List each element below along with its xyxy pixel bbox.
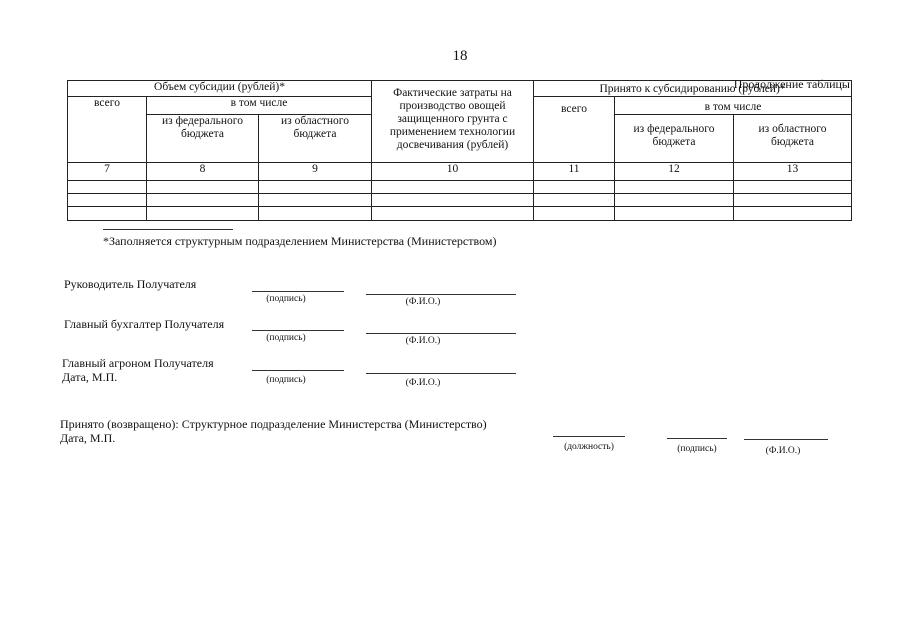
table-cell	[734, 181, 852, 194]
accepted-date-mp: Дата, М.П.	[60, 431, 116, 445]
accepted-sign-line	[667, 438, 727, 439]
accepted-text: Принято (возвращено): Структурное подразделение Министерства (Министерство)	[60, 417, 487, 431]
table-cell	[259, 207, 372, 221]
header-including-2: в том числе	[615, 97, 852, 115]
accountant-sign-line	[252, 330, 344, 331]
header-subsidy-volume: Объем субсидии (рублей)*	[68, 81, 372, 97]
header-total-1: всего	[68, 97, 147, 163]
header-total-2: всего	[534, 97, 615, 163]
agronomist-fio-caption: (Ф.И.О.)	[405, 378, 441, 388]
table-cell	[734, 194, 852, 207]
agronomist-date-mp: Дата, М.П.	[62, 370, 118, 384]
table-continuation-label: Продолжение таблицы	[733, 77, 850, 91]
table-cell	[68, 194, 147, 207]
table-cell	[68, 181, 147, 194]
table-cell	[372, 207, 534, 221]
header-regional-2: из областного бюджета	[734, 115, 852, 163]
footnote: *Заполняется структурным подразделением Министерства (Министерством)	[103, 234, 497, 248]
table-cell	[147, 194, 259, 207]
head-fio-caption: (Ф.И.О.)	[405, 297, 441, 307]
header-accepted: Принято к субсидированию (рублей)*	[534, 81, 852, 97]
table-cell	[147, 181, 259, 194]
col-number-7: 7	[68, 163, 147, 181]
col-number-13: 13	[734, 163, 852, 181]
subsidy-table	[67, 80, 852, 221]
accepted-position-caption: (должность)	[564, 442, 614, 452]
header-regional-1: из областного бюджета	[259, 115, 372, 163]
header-including-1: в том числе	[147, 97, 372, 115]
head-sign-line	[252, 291, 344, 292]
head-fio-line	[366, 294, 516, 295]
accepted-fio-line	[744, 439, 828, 440]
agronomist-sign-line	[252, 370, 344, 371]
table-cell	[534, 194, 615, 207]
footnote-rule	[103, 229, 233, 230]
col-number-8: 8	[147, 163, 259, 181]
header-federal-2: из федерального бюджета	[615, 115, 734, 163]
header-actual-costs: Фактические затраты на производство овощей защищенного грунта с применением технологии досвечивания (рублей)	[372, 81, 534, 163]
col-number-9: 9	[259, 163, 372, 181]
accepted-fio-caption: (Ф.И.О.)	[765, 446, 801, 456]
accountant-sign-caption: (подпись)	[266, 333, 306, 343]
table-cell	[615, 181, 734, 194]
accountant-fio-line	[366, 333, 516, 334]
col-number-10: 10	[372, 163, 534, 181]
col-number-12: 12	[615, 163, 734, 181]
accepted-position-line	[553, 436, 625, 437]
accountant-fio-caption: (Ф.И.О.)	[405, 336, 441, 346]
page-number: 18	[452, 48, 468, 64]
table-cell	[372, 181, 534, 194]
table-cell	[534, 207, 615, 221]
header-federal-1: из федерального бюджета	[147, 115, 259, 163]
table-cell	[534, 181, 615, 194]
col-number-11: 11	[534, 163, 615, 181]
table-cell	[615, 207, 734, 221]
table-cell	[259, 194, 372, 207]
agronomist-fio-line	[366, 373, 516, 374]
accepted-sign-caption: (подпись)	[677, 444, 717, 454]
table-cell	[68, 207, 147, 221]
table-cell	[147, 207, 259, 221]
table-cell	[734, 207, 852, 221]
head-sign-caption: (подпись)	[266, 294, 306, 304]
table-cell	[259, 181, 372, 194]
agronomist-label: Главный агроном Получателя	[62, 356, 214, 370]
table-cell	[372, 194, 534, 207]
accountant-label: Главный бухгалтер Получателя	[64, 317, 225, 331]
agronomist-sign-caption: (подпись)	[266, 375, 306, 385]
table-cell	[615, 194, 734, 207]
head-label: Руководитель Получателя	[64, 277, 197, 291]
